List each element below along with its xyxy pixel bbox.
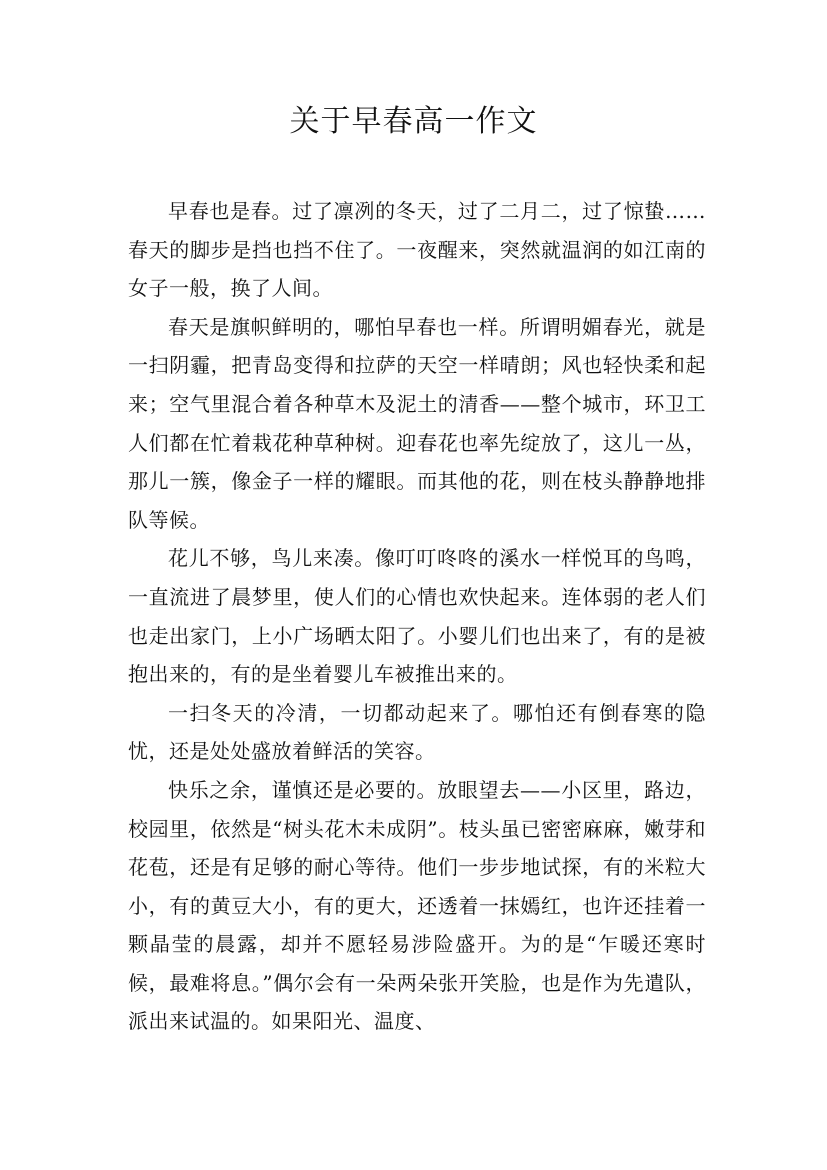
paragraph-1: 早春也是春。过了凛冽的冬天，过了二月二，过了惊蛰……春天的脚步是挡也挡不住了。一夜醒来，突然就温润的如江南的女子一般，换了人间。 [128, 199, 706, 301]
paragraph-5: 快乐之余，谨慎还是必要的。放眼望去——小区里，路边，校园里，依然是“树头花木未成阴”。枝头虽已密密麻麻，嫩芽和花苞，还是有足够的耐心等待。他们一步步地试探，有的米粒大小，有的黄豆大小，有的更大，还透着一抹嫣红，也许还挂着一颗晶莹的晨露，却并不愿轻易涉险盛开。为的是“乍暖还寒时候，最难将息。”偶尔会有一朵两朵张开笑脸，也是作为先遣队，派出来试温的。如果阳光、温度、 [128, 777, 706, 1034]
page-title: 关于早春高一作文 [289, 104, 538, 139]
paragraph-3: 花儿不够，鸟儿来凑。像叮叮咚咚的溪水一样悦耳的鸟鸣，一直流进了晨梦里，使人们的心情也欢快起来。连体弱的老人们也走出家门，上小广场晒太阳了。小婴儿们也出来了，有的是被抱出来的，有的是坐着婴儿车被推出来的。 [128, 546, 706, 687]
paragraph-2: 春天是旗帜鲜明的，哪怕早春也一样。所谓明媚春光，就是一扫阴霾，把青岛变得和拉萨的天空一样晴朗；风也轻快柔和起来；空气里混合着各种草木及泥土的清香——整个城市，环卫工人们都在忙着栽花种草种树。迎春花也率先绽放了，这儿一丛，那儿一簇，像金子一样的耀眼。而其他的花，则在枝头静静地排队等候。 [128, 314, 706, 532]
paragraph-4: 一扫冬天的冷清，一切都动起来了。哪怕还有倒春寒的隐忧，还是处处盛放着鲜活的笑容。 [128, 700, 706, 764]
essay-body [128, 192, 706, 1041]
